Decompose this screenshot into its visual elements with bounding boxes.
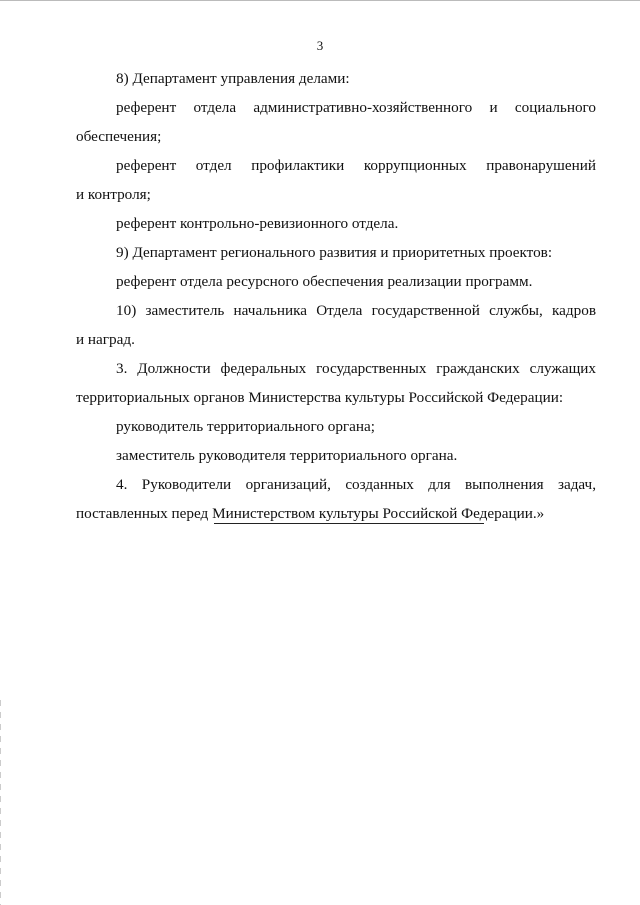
paragraph-referent-audit: референт контрольно-ревизионного отдела.	[116, 215, 399, 232]
document-body	[76, 66, 596, 530]
scan-top-edge	[0, 0, 640, 1]
end-separator-line	[214, 523, 484, 524]
paragraph-dept-8: 8) Департамент управления делами:	[116, 70, 350, 87]
paragraph-territorial-head: руководитель территориального органа;	[116, 418, 375, 435]
paragraph-referent-corruption-rest: и контроля;	[76, 186, 151, 203]
scan-left-edge	[0, 700, 1, 905]
paragraph-referent-corruption-first: референт отдел профилактики коррупционных правонарушений	[116, 157, 596, 174]
paragraph-section-3-rest: территориальных органов Министерства культуры Российской Федерации:	[76, 389, 564, 406]
paragraph-item-10-rest: и наград.	[76, 331, 135, 348]
paragraph-territorial-deputy: заместитель руководителя территориального органа.	[116, 447, 458, 464]
paragraph-section-4-first: 4. Руководители организаций, созданных для выполнения задач,	[116, 476, 596, 493]
paragraph-dept-9: 9) Департамент регионального развития и приоритетных проектов:	[116, 244, 553, 261]
paragraph-section-3-first: 3. Должности федеральных государственных гражданских служащих	[116, 360, 596, 377]
paragraph-section-4-rest: поставленных перед Министерством культуры Российской Федерации.»	[76, 505, 545, 522]
paragraph-referent-admin-rest: обеспечения;	[76, 128, 162, 145]
page-number: 3	[316, 38, 324, 53]
paragraph-referent-resources: референт отдела ресурсного обеспечения реализации программ.	[116, 273, 533, 290]
paragraph-item-10-first: 10) заместитель начальника Отдела государственной службы, кадров	[116, 302, 596, 319]
paragraph-referent-admin-first: референт отдела административно-хозяйственного и социального	[116, 99, 596, 116]
